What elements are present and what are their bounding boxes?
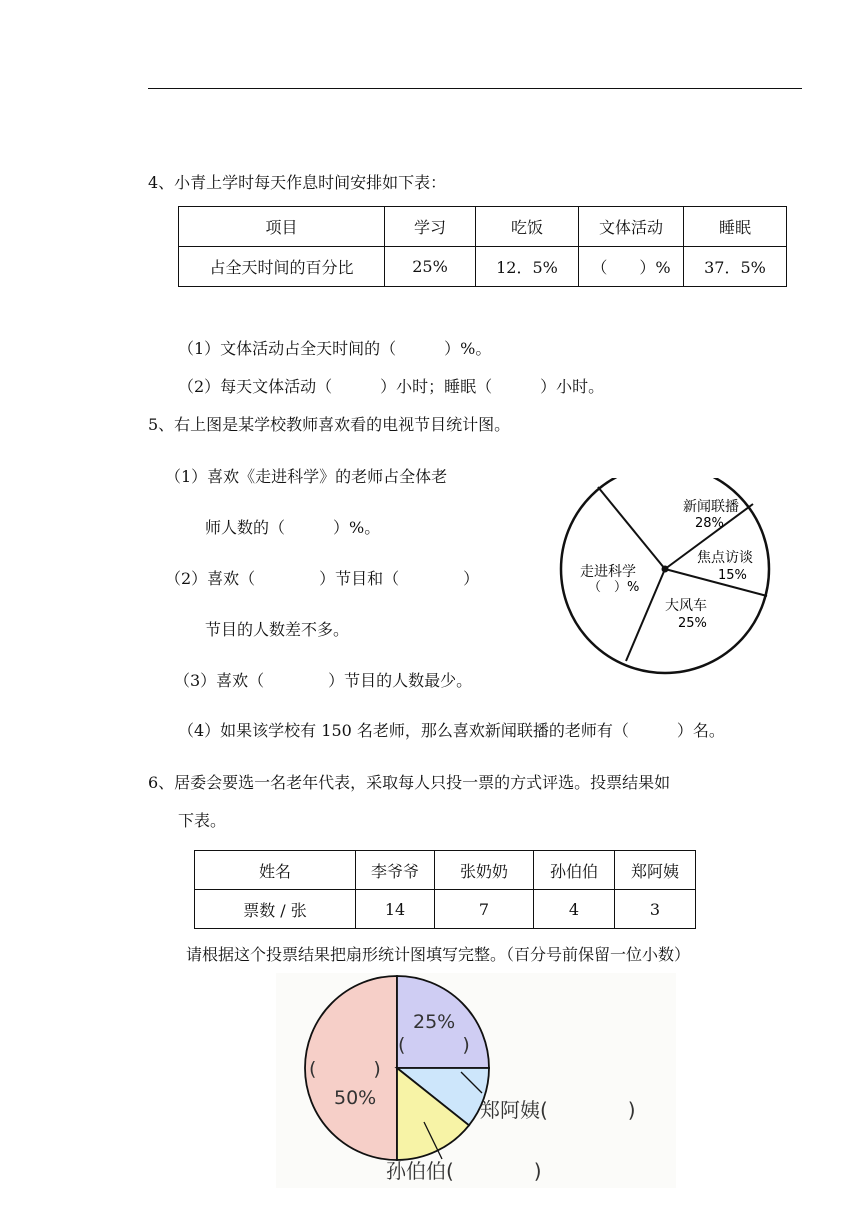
- table-cell: 3: [615, 890, 696, 929]
- q4-title: 4、小青上学时每天作息时间安排如下表：: [148, 173, 447, 192]
- q5-title: 5、右上图是某学校教师喜欢看的电视节目统计图。: [148, 415, 511, 434]
- q6-title-line2: 下表。: [178, 811, 227, 830]
- slice-value-zhang: 25%: [413, 1011, 456, 1033]
- table-row: [179, 207, 787, 247]
- q5-sub1-line1: （1）喜欢《走进科学》的老师占全体老: [165, 467, 448, 486]
- table-cell: 张奶奶: [435, 851, 534, 890]
- table-cell: 票数 / 张: [195, 890, 356, 929]
- zheng-label: 郑阿姨( ): [480, 1098, 636, 1122]
- q5-sub1-line2: 师人数的（ ）%。: [205, 518, 381, 537]
- slice-label-dafengche: 大风车: [665, 598, 707, 614]
- table-cell: （ ）%: [579, 247, 684, 287]
- slice-label-zoujin: 走进科学: [580, 564, 636, 580]
- table-row: [195, 851, 696, 890]
- q4-sub2: （2）每天文体活动（ ）小时；睡眠（ ）小时。: [178, 377, 605, 396]
- table-row: [179, 247, 787, 287]
- table-cell: 郑阿姨: [615, 851, 696, 890]
- table-cell: 37．5%: [684, 247, 787, 287]
- q5-sub3: （3）喜欢（ ）节目的人数最少。: [174, 671, 473, 690]
- zhang-blank: ( ): [398, 1034, 470, 1056]
- slice-value-li: 50%: [334, 1087, 377, 1109]
- table-cell: 25%: [385, 247, 476, 287]
- slice-label-xinwen: 新闻联播: [683, 499, 739, 515]
- slice-label-jiaodian: 焦点访谈: [697, 550, 753, 566]
- table-cell: 李爷爷: [356, 851, 435, 890]
- slice-value-dafengche: 25%: [678, 616, 707, 631]
- li-blank: ( ): [309, 1058, 381, 1080]
- table-cell: 文体活动: [579, 207, 684, 247]
- q5-sub2-line2: 节目的人数差不多。: [205, 620, 350, 639]
- table-cell: 孙伯伯: [534, 851, 615, 890]
- table-cell: 项目: [179, 207, 385, 247]
- table-cell: 姓名: [195, 851, 356, 890]
- slice-value-jiaodian: 15%: [718, 568, 747, 583]
- q6-title-line1: 6、居委会要选一名老年代表，采取每人只投一票的方式评选。投票结果如: [148, 773, 671, 792]
- vote-pie-chart: [276, 973, 676, 1188]
- table-cell: 占全天时间的百分比: [179, 247, 385, 287]
- tv-program-pie-chart: [555, 478, 775, 678]
- table-cell: 14: [356, 890, 435, 929]
- header-rule: [148, 88, 802, 89]
- pie-center: [662, 566, 669, 573]
- table-row: [195, 890, 696, 929]
- q5-sub4: （4）如果该学校有 150 名老师，那么喜欢新闻联播的老师有（ ）名。: [178, 721, 725, 740]
- sun-label: 孙伯伯( ): [386, 1159, 542, 1183]
- q5-sub2-line1: （2）喜欢（ ）节目和（ ）: [165, 569, 480, 588]
- q6-table: [194, 850, 696, 929]
- table-cell: 12．5%: [476, 247, 579, 287]
- q4-table: [178, 206, 787, 287]
- table-cell: 学习: [385, 207, 476, 247]
- slice-value-xinwen: 28%: [695, 516, 724, 531]
- slice-value-zoujin: （ ）%: [588, 580, 640, 595]
- table-cell: 睡眠: [684, 207, 787, 247]
- table-cell: 4: [534, 890, 615, 929]
- table-cell: 吃饭: [476, 207, 579, 247]
- table-cell: 7: [435, 890, 534, 929]
- q4-sub1: （1）文体活动占全天时间的（ ）%。: [178, 339, 492, 358]
- q6-instruction: 请根据这个投票结果把扇形统计图填写完整。（百分号前保留一位小数）: [186, 945, 691, 964]
